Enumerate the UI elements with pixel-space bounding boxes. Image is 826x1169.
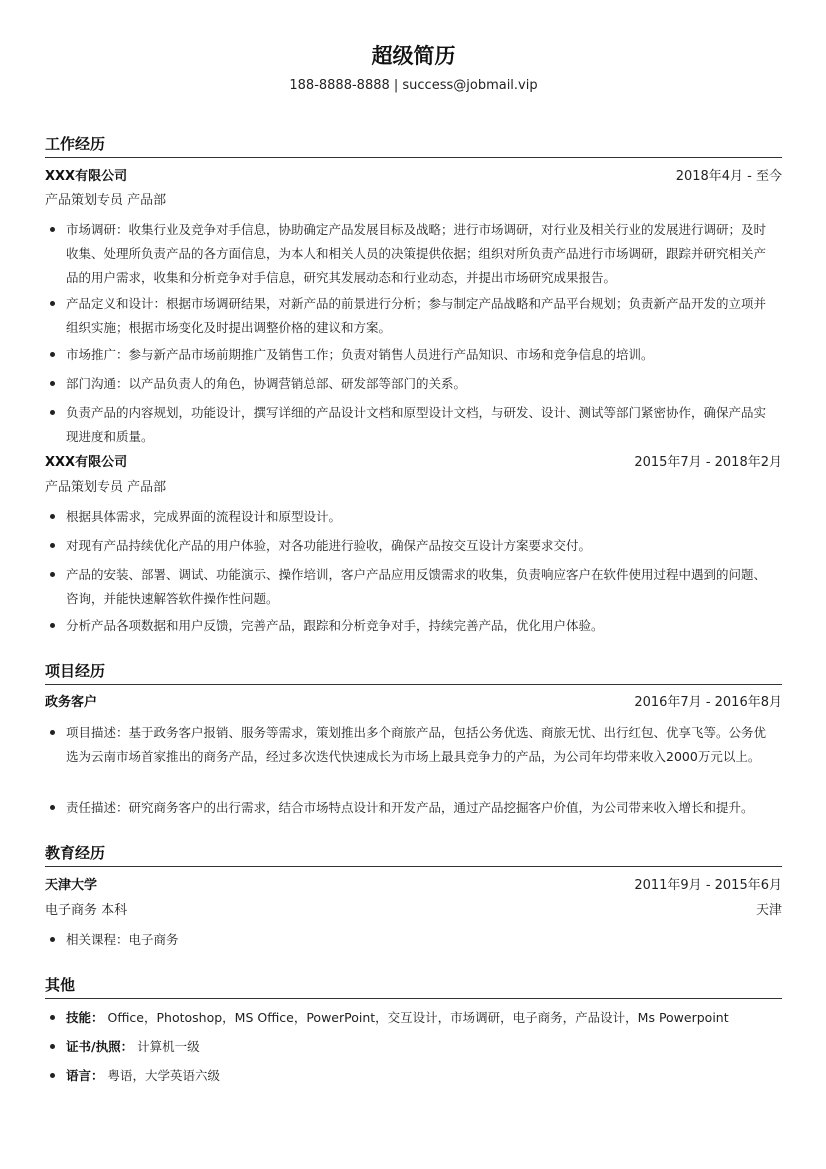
other-item-languages: 语言： 粤语，大学英语六级 [66,1064,772,1088]
project-bullet: 责任描述：研究商务客户的出行需求，结合市场特点设计和开发产品，通过产品挖掘客户价值，为公司带来收入增长和提升。 [66,796,772,820]
project-date: 2016年7月 - 2016年8月 [634,695,782,710]
project-header [45,693,782,713]
job-bullet: 产品的安装、部署、调试、功能演示、操作培训，客户产品应用反馈需求的收集，负责响应客户在软件使用过程中遇到的问题、咨询，并能快速解答软件操作性问题。 [66,563,772,611]
bullet-dot-icon [50,572,55,577]
education-details [45,901,782,921]
section-title-projects: 项目经历 [45,660,782,685]
job-date: 2015年7月 - 2018年2月 [634,455,782,470]
job-date: 2018年4月 - 至今 [675,169,782,184]
school-name: 天津大学 [45,878,98,893]
job-bullet: 市场推广：参与新产品市场前期推广及销售工作；负责对销售人员进行产品知识、市场和竞争信息的培训。 [66,343,772,367]
job-header [45,453,782,473]
project-name: 政务客户 [45,695,98,710]
education-bullet: 相关课程：电子商务 [66,928,772,952]
other-item-skills: 技能： Office，Photoshop，MS Office，PowerPoint，交互设计，市场调研，电子商务，产品设计，Ms Powerpoint [66,1006,772,1030]
bullet-dot-icon [50,623,55,628]
education-header [45,876,782,896]
job-role: 产品策划专员 产品部 [45,193,167,208]
other-item-certificates: 证书/执照： 计算机一级 [66,1035,772,1059]
resume-name: 超级简历 [371,44,456,68]
bullet-dot-icon [50,805,55,810]
bullet-dot-icon [50,543,55,548]
section-title-other: 其他 [45,974,782,999]
job-role: 产品策划专员 产品部 [45,480,167,495]
job-bullet: 对现有产品持续优化产品的用户体验，对各功能进行验收，确保产品按交互设计方案要求交付。 [66,534,772,558]
school-location: 天津 [755,903,782,918]
job-bullet: 负责产品的内容规划，功能设计，撰写详细的产品设计文档和原型设计文档，与研发、设计、测试等部门紧密协作，确保产品实现进度和质量。 [66,401,772,449]
company-name: XXX有限公司 [45,169,128,184]
job-header [45,167,782,187]
bullet-dot-icon [50,227,55,232]
project-bullet: 项目描述：基于政务客户报销、服务等需求，策划推出多个商旅产品，包括公务优选、商旅无忧、出行红包、优享飞等。公务优选为云南市场首家推出的商务产品，经过多次迭代快速成长为市场上最具竞争力的产品，为公司年均带来收入2000万元以上。 [66,721,772,769]
bullet-dot-icon [50,1044,55,1049]
section-title-education: 教育经历 [45,842,782,867]
job-bullet: 市场调研：收集行业及竞争对手信息，协助确定产品发展目标及战略；进行市场调研，对行业及相关行业的发展进行调研；及时收集、处理所负责产品的各方面信息，为本人和相关人员的决策提供依据；组织对所负责产品进行市场调研，跟踪并研究相关产品的用户需求，收集和分析竞争对手信息，研究其发展动态和行业动态，并提出市场研究成果报告。 [66,218,772,290]
job-bullet: 产品定义和设计：根据市场调研结果，对新产品的前景进行分析；参与制定产品战略和产品平台规划；负责新产品开发的立项并组织实施；根据市场变化及时提出调整价格的建议和方案。 [66,292,772,340]
bullet-dot-icon [50,381,55,386]
section-title-work: 工作经历 [45,133,782,158]
bullet-dot-icon [50,937,55,942]
bullet-dot-icon [50,301,55,306]
bullet-dot-icon [50,1073,55,1078]
bullet-dot-icon [50,514,55,519]
job-bullet: 部门沟通：以产品负责人的角色，协调营销总部、研发部等部门的关系。 [66,372,772,396]
bullet-dot-icon [50,730,55,735]
education-date: 2011年9月 - 2015年6月 [634,878,782,893]
job-bullet: 根据具体需求，完成界面的流程设计和原型设计。 [66,505,772,529]
job-bullet: 分析产品各项数据和用户反馈，完善产品，跟踪和分析竞争对手，持续完善产品，优化用户体验。 [66,614,772,638]
bullet-dot-icon [50,410,55,415]
bullet-dot-icon [50,1015,55,1020]
degree: 电子商务 本科 [45,903,128,918]
bullet-dot-icon [50,352,55,357]
company-name: XXX有限公司 [45,455,128,470]
contact-info: 188-8888-8888 | success@jobmail.vip [289,78,538,93]
